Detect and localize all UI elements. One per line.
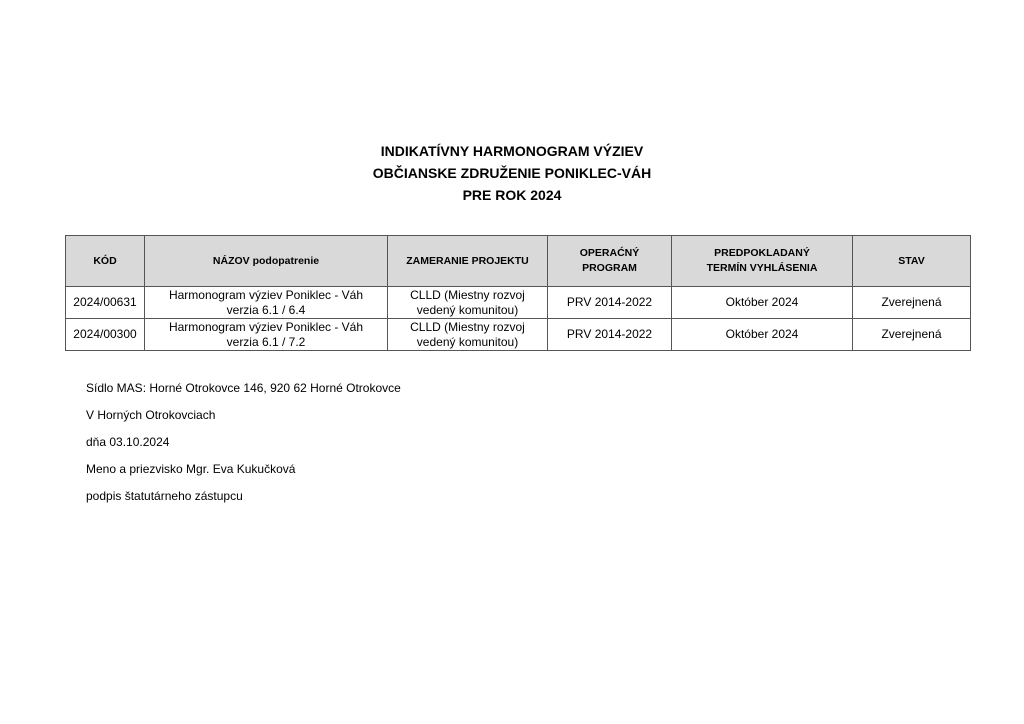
- footer-datum: dňa 03.10.2024: [86, 435, 170, 449]
- cell-zameranie-line2: vedený komunitou): [416, 334, 519, 349]
- footer-sidlo: Sídlo MAS: Horné Otrokovce 146, 920 62 Horné Otrokovce: [86, 381, 401, 395]
- table-header-row: [66, 236, 971, 287]
- header-stav: STAV: [853, 236, 971, 287]
- cell-stav: Zverejnená: [853, 319, 971, 351]
- cell-nazov-line1: Harmonogram výziev Poniklec - Váh: [168, 287, 364, 302]
- header-nazov: NÁZOV podopatrenie: [145, 236, 388, 287]
- cell-kod: 2024/00631: [66, 287, 145, 319]
- table-row: [66, 287, 971, 319]
- title-line-2: OBČIANSKE ZDRUŽENIE PONIKLEC-VÁH: [372, 165, 652, 181]
- table-row: [66, 319, 971, 351]
- cell-zameranie: [388, 319, 548, 351]
- footer-meno: Meno a priezvisko Mgr. Eva Kukučková: [86, 462, 296, 476]
- cell-nazov-line2: verzia 6.1 / 6.4: [226, 302, 306, 317]
- cell-nazov: [145, 319, 388, 351]
- cell-zameranie-line2: vedený komunitou): [416, 302, 519, 317]
- cell-zameranie: [388, 287, 548, 319]
- footer-podpis: podpis štatutárneho zástupcu: [86, 489, 243, 503]
- header-program-line1: OPERAĆNÝ: [579, 247, 640, 259]
- document-title: [0, 140, 1024, 206]
- title-line-1: INDIKATÍVNY HARMONOGRAM VÝZIEV: [380, 143, 644, 159]
- cell-zameranie-line1: CLLD (Miestny rozvoj: [410, 287, 525, 302]
- header-termin-line1: PREDPOKLADANÝ: [714, 247, 810, 259]
- document-footer: [86, 380, 401, 515]
- schedule-table: [65, 235, 971, 351]
- header-program-line2: PROGRAM: [582, 262, 637, 274]
- cell-program: PRV 2014-2022: [548, 287, 672, 319]
- cell-zameranie-line1: CLLD (Miestny rozvoj: [410, 319, 525, 334]
- header-zameranie: ZAMERANIE PROJEKTU: [388, 236, 548, 287]
- cell-termin: Október 2024: [672, 319, 853, 351]
- cell-nazov-line2: verzia 6.1 / 7.2: [226, 334, 306, 349]
- cell-termin: Október 2024: [672, 287, 853, 319]
- cell-nazov: [145, 287, 388, 319]
- header-program: [548, 236, 672, 287]
- title-line-3: PRE ROK 2024: [462, 187, 562, 203]
- header-termin-line2: TERMÍN VYHLÁSENIA: [706, 262, 818, 274]
- footer-miesto: V Horných Otrokovciach: [86, 408, 216, 422]
- cell-kod: 2024/00300: [66, 319, 145, 351]
- header-kod: KÓD: [66, 236, 145, 287]
- cell-program: PRV 2014-2022: [548, 319, 672, 351]
- cell-nazov-line1: Harmonogram výziev Poniklec - Váh: [168, 319, 364, 334]
- header-termin: [672, 236, 853, 287]
- cell-stav: Zverejnená: [853, 287, 971, 319]
